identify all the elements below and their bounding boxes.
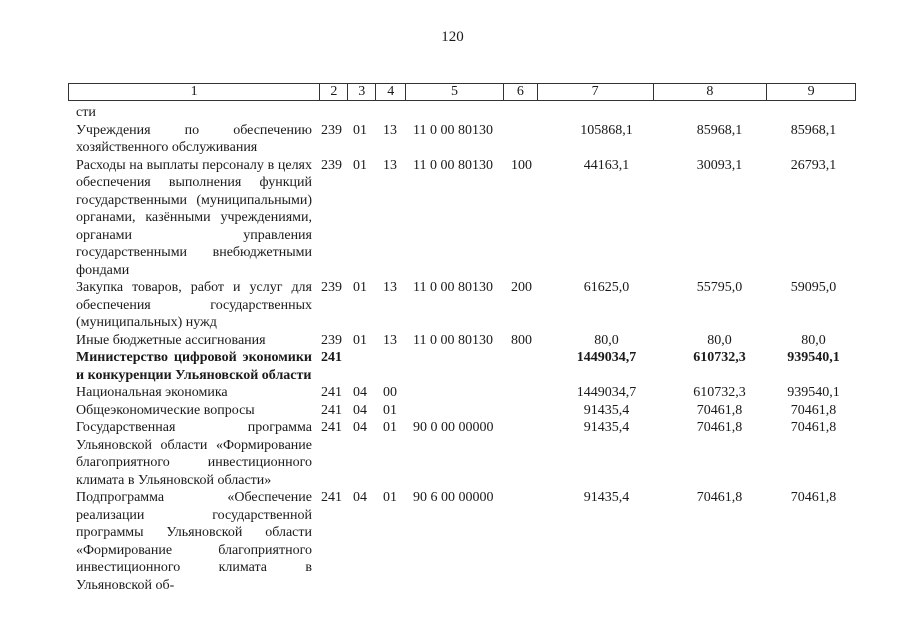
cell-c2: 241 [321, 350, 342, 365]
cell-c5: 11 0 00 80130 [413, 280, 493, 295]
table-row [76, 332, 856, 350]
cell-c9: 70461,8 [790, 402, 837, 418]
cell-c4: 01 [383, 420, 397, 435]
table-header [68, 83, 856, 101]
cell-c8: 80,0 [707, 332, 732, 348]
cell-c5: 11 0 00 80130 [413, 122, 493, 138]
cell-c2: 239 [321, 332, 342, 348]
cell-c8: 30093,1 [696, 157, 743, 173]
cell-c8: 70461,8 [696, 490, 743, 505]
cell-c9: 59095,0 [790, 280, 837, 295]
cell-c2: 241 [321, 420, 342, 435]
cell-c4: 00 [383, 385, 397, 400]
cell-c2: 241 [321, 385, 342, 400]
cell-c4: 01 [383, 402, 397, 418]
header-col-1: 1 [69, 84, 320, 100]
cell-c3: 04 [353, 490, 367, 505]
cell-c8: 610732,3 [693, 350, 746, 365]
cell-c2: 239 [321, 280, 342, 295]
header-col-2: 2 [320, 84, 348, 100]
cell-c3: 01 [353, 157, 367, 173]
cell-c9: 939540,1 [787, 350, 840, 365]
cell-c7: 80,0 [594, 332, 619, 348]
cell-c6: 100 [511, 157, 532, 173]
cell-c7: 91435,4 [583, 490, 630, 505]
table-body [76, 104, 856, 594]
cell-c2: 239 [321, 122, 342, 138]
cell-c4: 13 [383, 332, 397, 348]
cell-c9: 70461,8 [790, 490, 837, 505]
cell-c7: 91435,4 [583, 402, 630, 418]
row-description: сти [76, 105, 96, 120]
row-description: Национальная экономика [76, 385, 228, 400]
header-col-7: 7 [538, 84, 654, 100]
row-description: Иные бюджетные ассигнования [76, 332, 266, 348]
table-row [76, 489, 856, 594]
table-row [76, 122, 856, 157]
cell-c9: 26793,1 [790, 157, 837, 173]
cell-c5: 11 0 00 80130 [413, 332, 493, 348]
header-col-9: 9 [807, 84, 815, 99]
row-description: Учреждения по обеспечению хозяйственного обслуживания [76, 122, 312, 155]
table-row [76, 157, 856, 280]
row-description: Закупка товаров, работ и услуг для обеспечения государственных (муниципальных) нужд [76, 280, 312, 330]
table-row [76, 104, 856, 122]
cell-c8: 70461,8 [696, 420, 743, 435]
header-col-4: 4 [376, 84, 406, 100]
cell-c9: 70461,8 [790, 420, 837, 435]
row-description: Подпрограмма «Обеспечение реализации государственной программы Ульяновской области «Формирование благоприятного инвестиционного климата в Ульяновской об- [76, 490, 312, 593]
table-row [76, 349, 856, 384]
cell-c5: 90 0 00 00000 [413, 420, 494, 435]
cell-c7: 91435,4 [583, 420, 630, 435]
cell-c6: 800 [511, 332, 532, 348]
table-row [76, 279, 856, 332]
cell-c7: 44163,1 [583, 157, 630, 173]
row-description: Министерство цифровой экономики и конкуренции Ульяновской области [76, 350, 312, 383]
cell-c8: 55795,0 [696, 280, 743, 295]
header-col-5: 5 [406, 84, 504, 100]
row-description: Государственная программа Ульяновской области «Формирование благоприятного инвестиционного климата в Ульяновской области» [76, 420, 312, 488]
cell-c4: 13 [383, 157, 397, 173]
cell-c7: 105868,1 [580, 122, 633, 138]
table-row [76, 419, 856, 489]
cell-c7: 1449034,7 [576, 350, 637, 365]
cell-c3: 04 [353, 385, 367, 400]
cell-c4: 13 [383, 280, 397, 295]
cell-c7: 61625,0 [583, 280, 630, 295]
cell-c2: 241 [321, 490, 342, 505]
header-col-3: 3 [348, 84, 376, 100]
cell-c9: 80,0 [801, 332, 826, 348]
table-row [76, 402, 856, 420]
cell-c3: 01 [353, 280, 367, 295]
cell-c3: 04 [353, 402, 367, 418]
row-description: Расходы на выплаты персоналу в целях обеспечения выполнения функций государственными (муниципальными) органами, казёнными учреждениями, органами управления государственными внебюджетными фондами [76, 157, 312, 278]
cell-c3: 04 [353, 420, 367, 435]
header-col-6: 6 [504, 84, 538, 100]
cell-c3: 01 [353, 332, 367, 348]
cell-c9: 939540,1 [787, 385, 840, 400]
cell-c9: 85968,1 [790, 122, 837, 138]
cell-c5: 90 6 00 00000 [413, 490, 494, 505]
header-col-8: 8 [654, 84, 768, 100]
page-number: 120 [441, 29, 464, 45]
cell-c2: 239 [321, 157, 342, 173]
cell-c4: 01 [383, 490, 397, 505]
cell-c2: 241 [321, 402, 342, 418]
cell-c3: 01 [353, 122, 367, 138]
cell-c8: 610732,3 [693, 385, 746, 400]
row-description: Общеэкономические вопросы [76, 402, 255, 418]
cell-c8: 70461,8 [696, 402, 743, 418]
cell-c7: 1449034,7 [576, 385, 637, 400]
cell-c5: 11 0 00 80130 [413, 157, 493, 173]
table-row [76, 384, 856, 402]
cell-c8: 85968,1 [696, 122, 743, 138]
cell-c6: 200 [511, 280, 532, 295]
cell-c4: 13 [383, 122, 397, 138]
